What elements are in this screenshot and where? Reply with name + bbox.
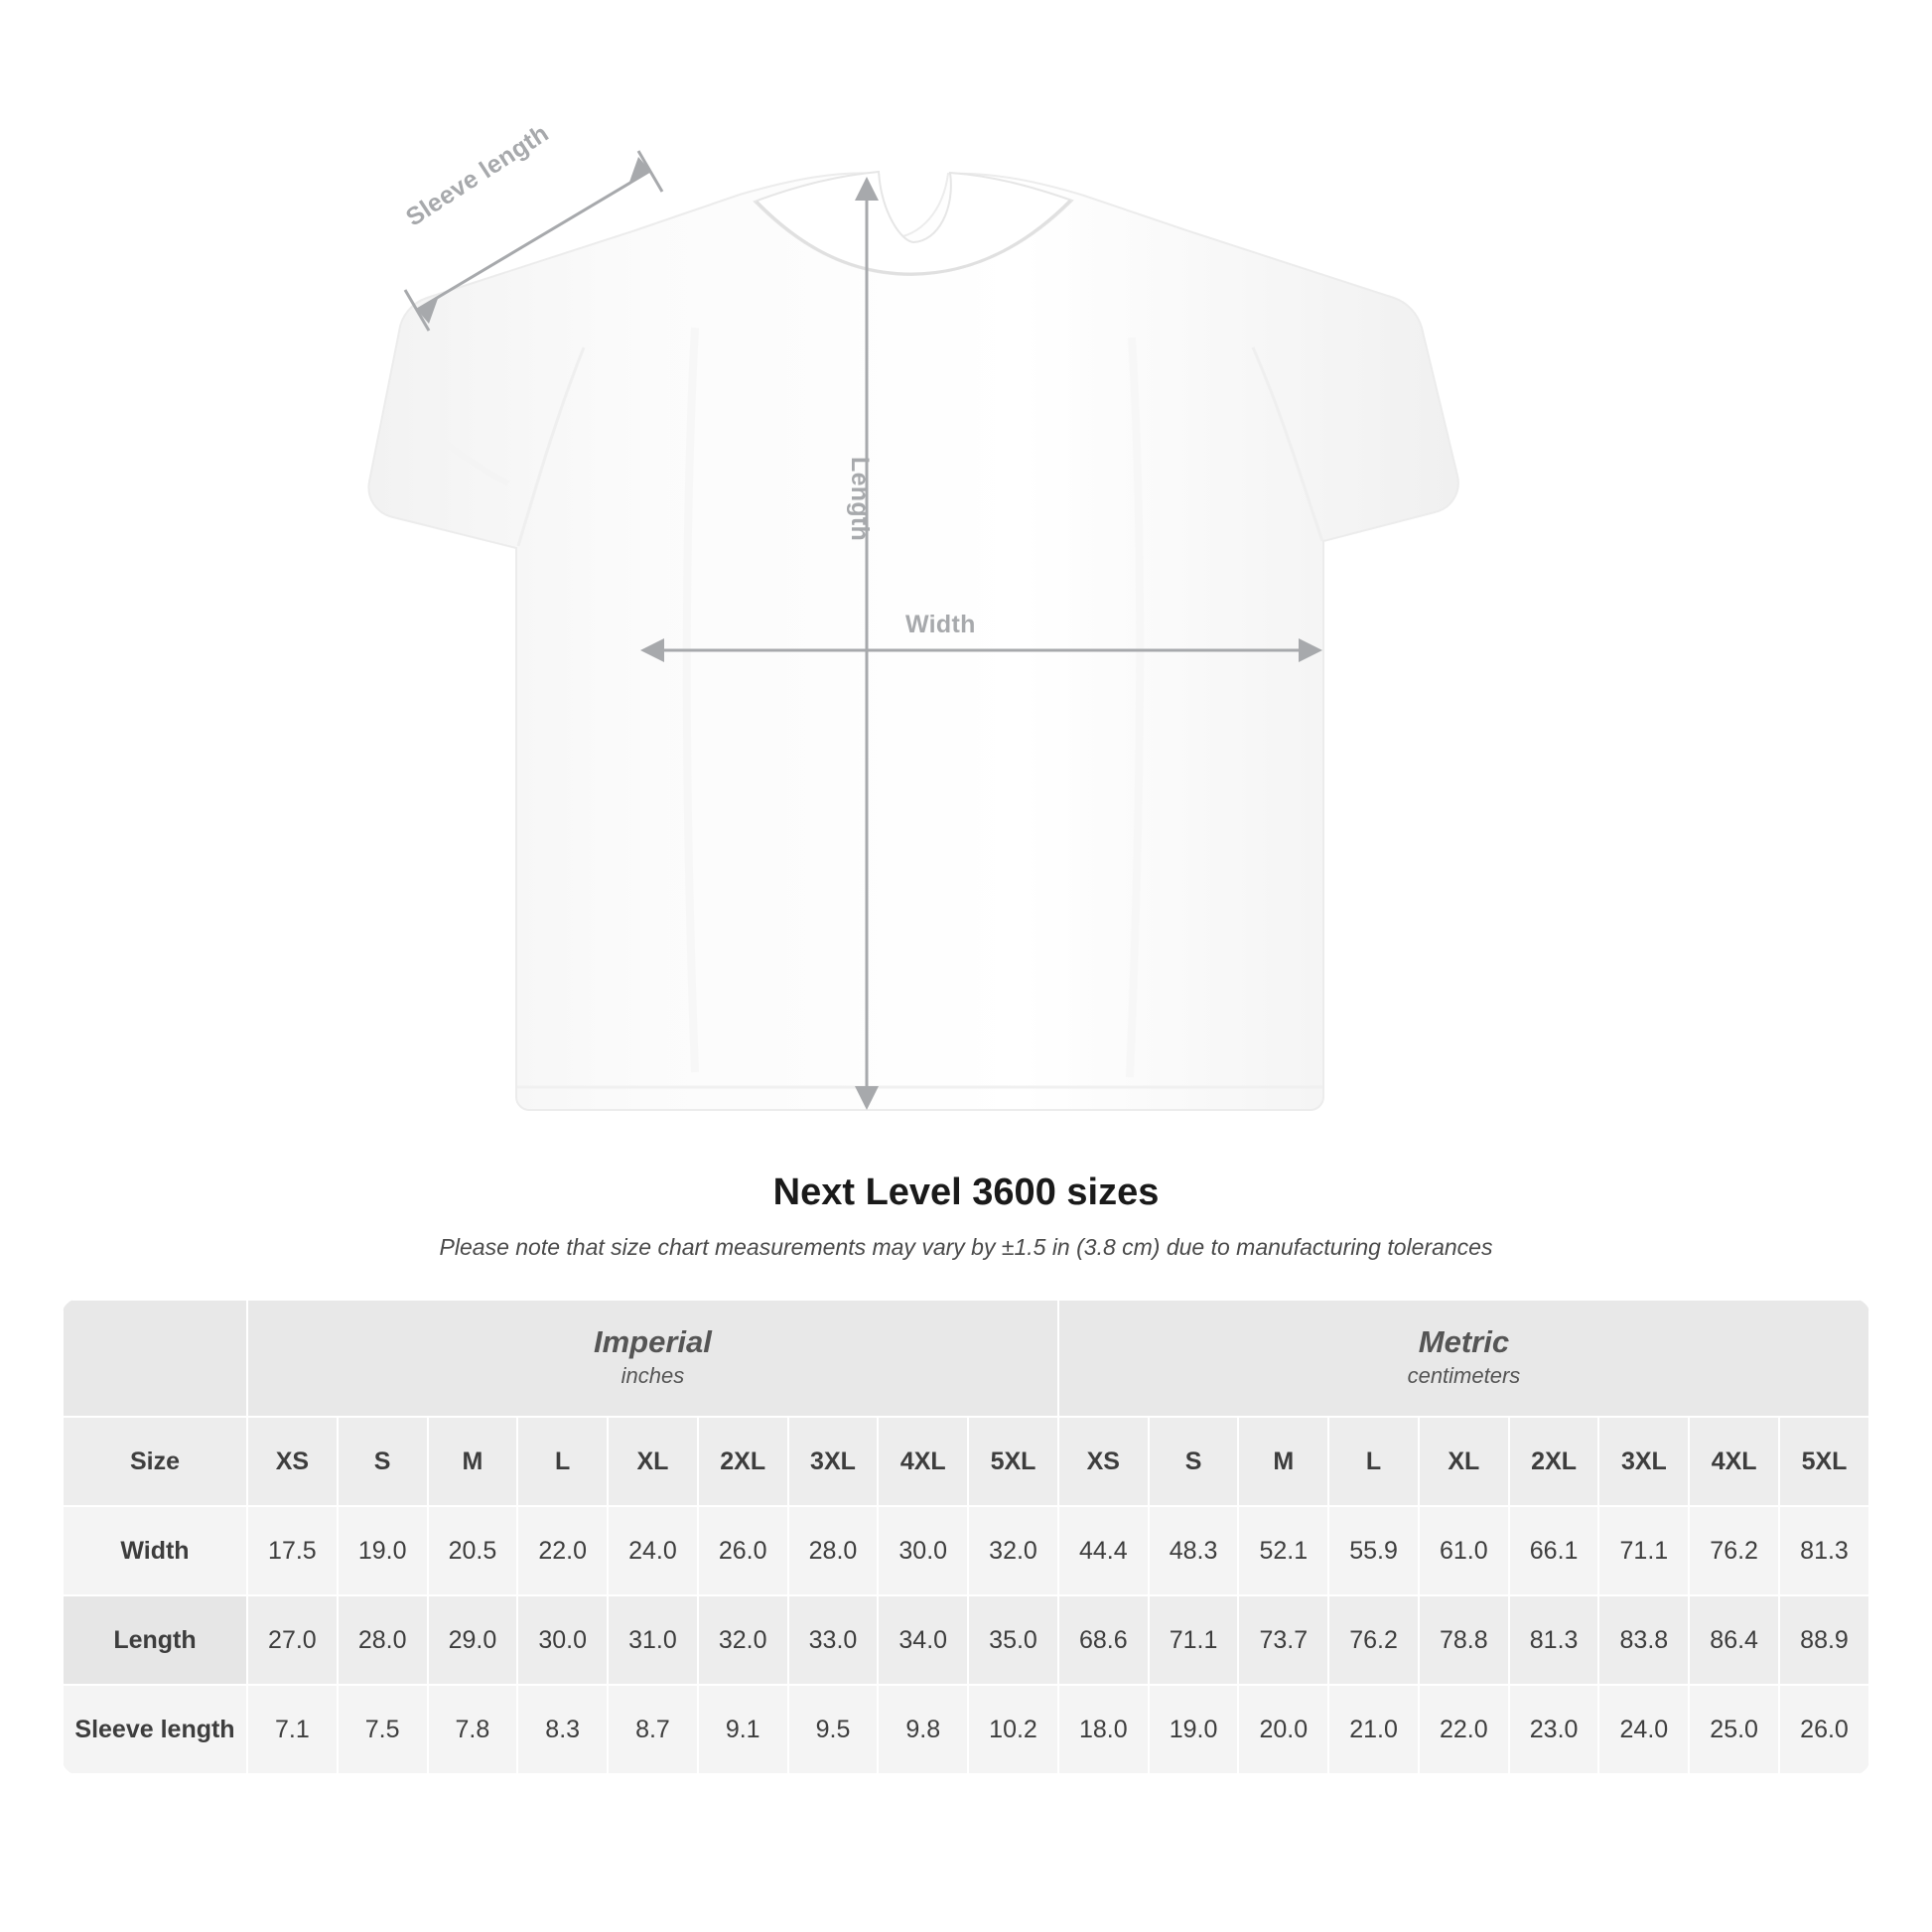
unit-subtitle: centimeters — [1407, 1363, 1521, 1389]
measurement-cell: 30.0 — [878, 1506, 968, 1595]
measurement-cell: 19.0 — [338, 1506, 428, 1595]
measurement-cell: 61.0 — [1419, 1506, 1509, 1595]
size-column-header: M — [428, 1417, 518, 1506]
size-column-header: 4XL — [1689, 1417, 1779, 1506]
length-label: Length — [846, 457, 874, 542]
measurement-cell: 86.4 — [1689, 1595, 1779, 1685]
size-column-header: XL — [1419, 1417, 1509, 1506]
measurement-cell: 76.2 — [1689, 1506, 1779, 1595]
unit-header-metric — [1058, 1300, 1869, 1417]
table-row — [63, 1595, 1869, 1685]
measurement-cell: 9.5 — [788, 1685, 879, 1774]
measurement-cell: 33.0 — [788, 1595, 879, 1685]
measurement-cell: 10.2 — [968, 1685, 1058, 1774]
measurement-cell: 34.0 — [878, 1595, 968, 1685]
measurement-cell: 26.0 — [1779, 1685, 1869, 1774]
size-column-header: S — [338, 1417, 428, 1506]
size-chart-table — [62, 1299, 1870, 1775]
measurement-cell: 28.0 — [788, 1506, 879, 1595]
size-column-header: L — [1328, 1417, 1419, 1506]
measurement-cell: 9.1 — [698, 1685, 788, 1774]
measurement-cell: 17.5 — [247, 1506, 338, 1595]
measurement-cell: 81.3 — [1509, 1595, 1599, 1685]
measurement-cell: 7.1 — [247, 1685, 338, 1774]
measurement-cell: 32.0 — [698, 1595, 788, 1685]
page-title: Next Level 3600 sizes — [772, 1172, 1160, 1213]
size-header-cell: Size — [63, 1417, 247, 1506]
tolerance-note: Please note that size chart measurements may vary by ±1.5 in (3.8 cm) due to manufacturing tolerances — [439, 1234, 1493, 1260]
size-column-header: 3XL — [788, 1417, 879, 1506]
sleeve-length-label: Sleeve length — [401, 119, 554, 232]
measurement-cell: 18.0 — [1058, 1685, 1149, 1774]
size-column-header: 2XL — [698, 1417, 788, 1506]
row-label: Length — [63, 1595, 247, 1685]
measurement-cell: 66.1 — [1509, 1506, 1599, 1595]
size-column-header: 5XL — [968, 1417, 1058, 1506]
unit-subtitle: inches — [621, 1363, 685, 1389]
size-column-header: XS — [1058, 1417, 1149, 1506]
table-row — [63, 1685, 1869, 1774]
measurement-cell: 68.6 — [1058, 1595, 1149, 1685]
measurement-cell: 7.5 — [338, 1685, 428, 1774]
measurement-cell: 48.3 — [1149, 1506, 1239, 1595]
size-header-row — [63, 1417, 1869, 1506]
measurement-cell: 71.1 — [1149, 1595, 1239, 1685]
measurement-cell: 9.8 — [878, 1685, 968, 1774]
size-column-header: S — [1149, 1417, 1239, 1506]
measurement-cell: 8.7 — [608, 1685, 698, 1774]
measurement-cell: 25.0 — [1689, 1685, 1779, 1774]
size-column-header: M — [1238, 1417, 1328, 1506]
measurement-cell: 23.0 — [1509, 1685, 1599, 1774]
measurement-cell: 29.0 — [428, 1595, 518, 1685]
width-label: Width — [905, 611, 976, 638]
measurement-cell: 30.0 — [517, 1595, 608, 1685]
measurement-cell: 55.9 — [1328, 1506, 1419, 1595]
measurement-cell: 22.0 — [1419, 1685, 1509, 1774]
size-column-header: 5XL — [1779, 1417, 1869, 1506]
measurement-cell: 78.8 — [1419, 1595, 1509, 1685]
measurement-cell: 35.0 — [968, 1595, 1058, 1685]
measurement-cell: 31.0 — [608, 1595, 698, 1685]
measurement-cell: 19.0 — [1149, 1685, 1239, 1774]
measurement-cell: 20.5 — [428, 1506, 518, 1595]
measurement-cell: 73.7 — [1238, 1595, 1328, 1685]
measurement-cell: 7.8 — [428, 1685, 518, 1774]
measurement-cell: 8.3 — [517, 1685, 608, 1774]
table-row — [63, 1506, 1869, 1595]
row-label: Width — [63, 1506, 247, 1595]
measurement-cell: 76.2 — [1328, 1595, 1419, 1685]
measurement-cell: 22.0 — [517, 1506, 608, 1595]
measurement-cell: 24.0 — [608, 1506, 698, 1595]
size-column-header: 2XL — [1509, 1417, 1599, 1506]
row-label: Sleeve length — [63, 1685, 247, 1774]
measurement-cell: 71.1 — [1598, 1506, 1689, 1595]
measurement-cell: 21.0 — [1328, 1685, 1419, 1774]
title-block — [0, 1172, 1932, 1261]
unit-header-row — [63, 1300, 1869, 1417]
measurement-cell: 52.1 — [1238, 1506, 1328, 1595]
measurement-cell: 32.0 — [968, 1506, 1058, 1595]
measurement-cell: 81.3 — [1779, 1506, 1869, 1595]
unit-header-imperial — [247, 1300, 1058, 1417]
measurement-cell: 20.0 — [1238, 1685, 1328, 1774]
measurement-cell: 44.4 — [1058, 1506, 1149, 1595]
measurement-cell: 28.0 — [338, 1595, 428, 1685]
size-column-header: 4XL — [878, 1417, 968, 1506]
size-column-header: XS — [247, 1417, 338, 1506]
unit-name: Metric — [1418, 1323, 1510, 1359]
unit-name: Imperial — [594, 1323, 712, 1359]
size-column-header: 3XL — [1598, 1417, 1689, 1506]
size-column-header: L — [517, 1417, 608, 1506]
measurement-cell: 26.0 — [698, 1506, 788, 1595]
measurement-cell: 88.9 — [1779, 1595, 1869, 1685]
unit-header-spacer — [63, 1300, 247, 1417]
size-chart-table-wrapper — [62, 1299, 1870, 1775]
measurement-cell: 27.0 — [247, 1595, 338, 1685]
measurement-cell: 24.0 — [1598, 1685, 1689, 1774]
size-column-header: XL — [608, 1417, 698, 1506]
measurement-cell: 83.8 — [1598, 1595, 1689, 1685]
